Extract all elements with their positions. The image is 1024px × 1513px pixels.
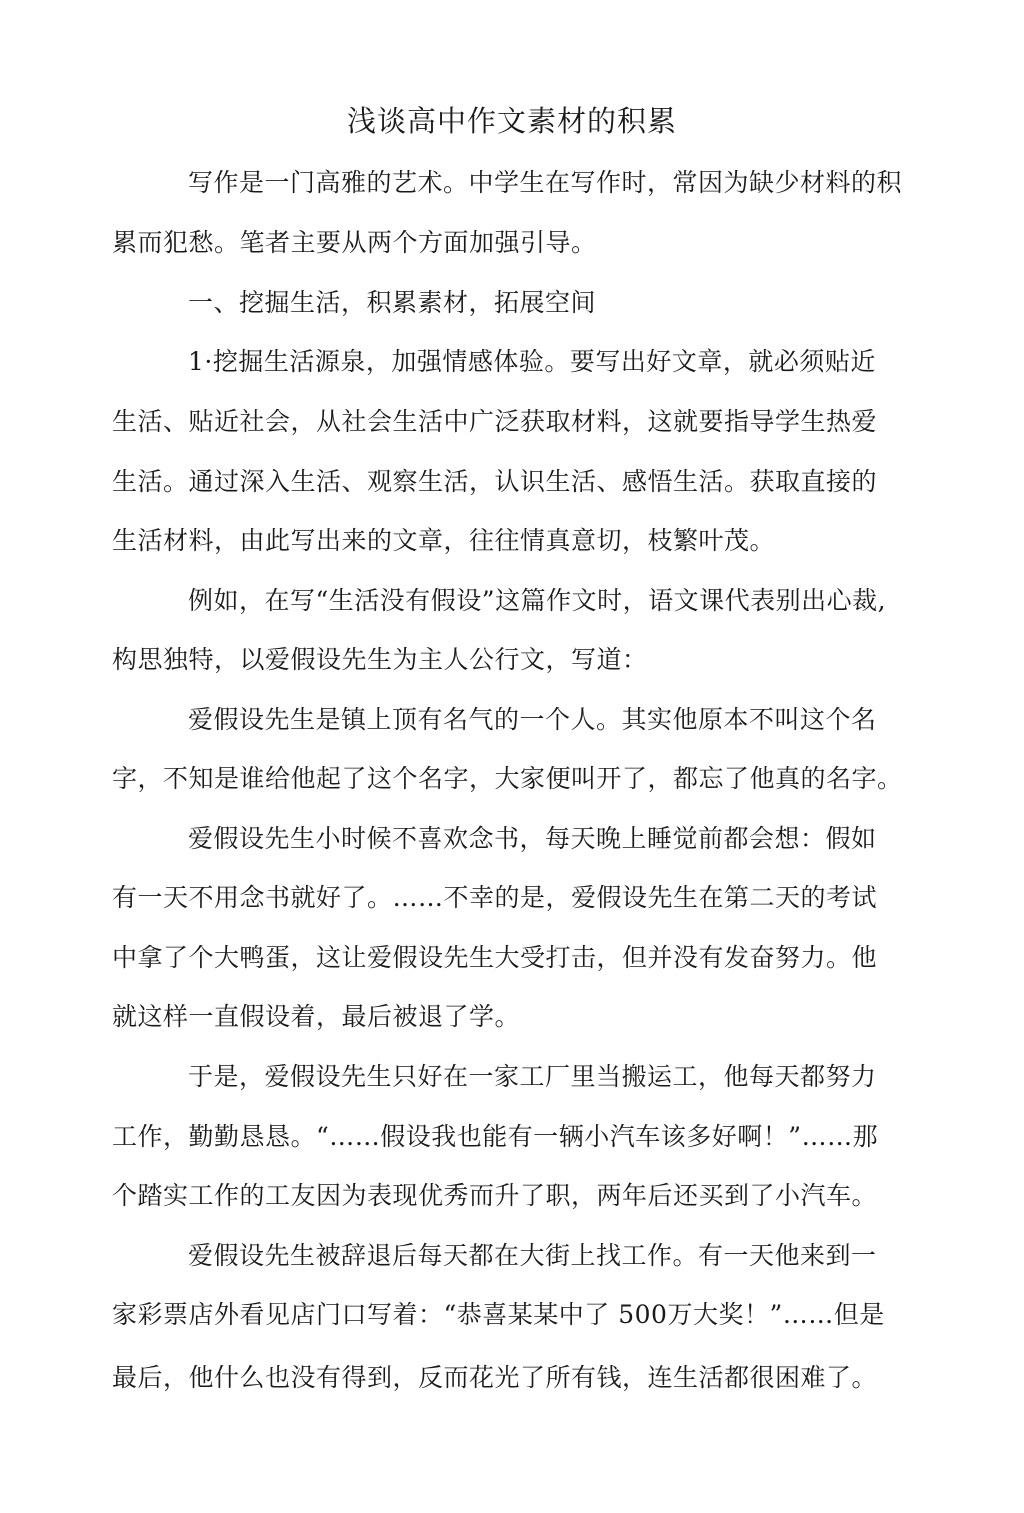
paragraph-line: 个踏实工作的工友因为表现优秀而升了职，两年后还买到了小汽车。 [112,1181,878,1210]
paragraph-line: 生活材料，由此写出来的文章，往往情真意切，枝繁叶茂。 [112,526,776,555]
paragraph-line: 最后，他什么也没有得到，反而花光了所有钱，连生活都很困难了。 [112,1363,878,1392]
paragraph-line: 于是，爱假设先生只好在一家工厂里当搬运工，他每天都努力 [188,1062,877,1091]
paragraph-line: 1·挖掘生活源泉，加强情感体验。要写出好文章，就必须贴近 [188,347,876,376]
paragraph-line: 爱假设先生被辞退后每天都在大街上找工作。有一天他来到一 [188,1241,877,1270]
paragraph-line: 累而犯愁。笔者主要从两个方面加强引导。 [112,228,597,257]
paragraph-line: 例如，在写“生活没有假设”这篇作文时，语文课代表别出心裁, [188,586,887,615]
paragraph-line: 就这样一直假设着，最后被退了学。 [112,1002,521,1031]
paragraph-line: 生活、贴近社会，从社会生活中广泛获取材料，这就要指导学生热爱 [112,407,878,436]
paragraph-line: 写作是一门高雅的艺术。中学生在写作时，常因为缺少材料的积 [188,168,903,197]
paragraph-line: 构思独特，以爱假设先生为主人公行文，写道： [112,645,648,674]
paragraph-line: 有一天不用念书就好了。……不幸的是，爱假设先生在第二天的考试 [112,883,878,912]
paragraph-line: 家彩票店外看见店门口写着：“恭喜某某中了 500万大奖！”……但是 [112,1300,885,1329]
paragraph-line: 中拿了个大鸭蛋，这让爱假设先生大受打击，但并没有发奋努力。他 [112,943,878,972]
section-heading: 一、挖掘生活，积累素材，拓展空间 [188,288,597,317]
paragraph-line: 生活。通过深入生活、观察生活，认识生活、感悟生活。获取直接的 [112,467,878,496]
paragraph-line: 字，不知是谁给他起了这个名字，大家便叫开了，都忘了他真的名字。 [112,764,903,793]
paragraph-line: 爱假设先生小时候不喜欢念书，每天晚上睡觉前都会想：假如 [188,824,877,853]
document-title: 浅谈高中作文素材的积累 [346,104,677,138]
paragraph-line: 工作，勤勤恳恳。“……假设我也能有一辆小汽车该多好啊！”……那 [112,1122,879,1151]
paragraph-line: 爱假设先生是镇上顶有名气的一个人。其实他原本不叫这个名 [188,705,877,734]
